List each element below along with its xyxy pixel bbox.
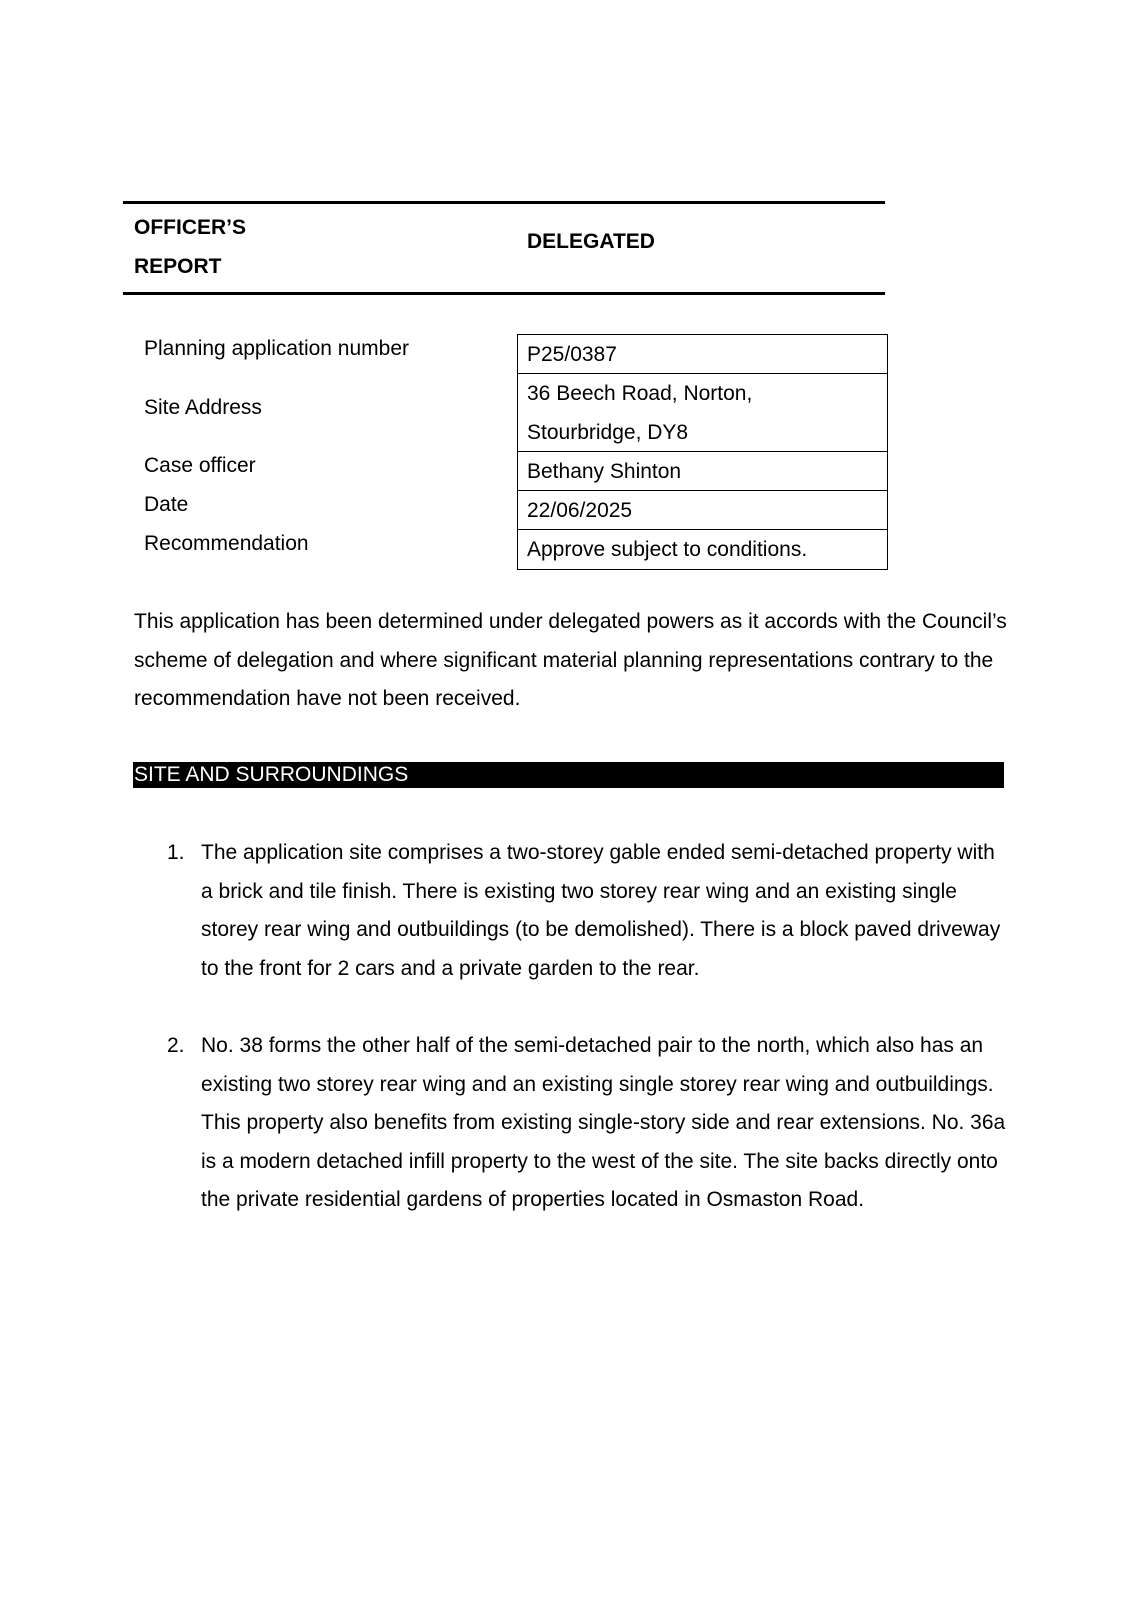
list-item-number: 2. [167, 1034, 185, 1057]
label-case-officer: Case officer [144, 454, 256, 477]
list-item-text: No. 38 forms the other half of the semi-detached pair to the north, which also has an existing two storey rear wing and an existing single storey rear wing and outbuildings. This property also benefits from existing single-story side and rear extensions. No. 36a is a modern detached infill property to the west of the site. The site backs directly onto the private residential gardens of properties located in Osmaston Road. [201, 1034, 1006, 1211]
label-date: Date [144, 493, 189, 516]
report-title-line1: OFFICER’S [134, 216, 247, 239]
section-heading: SITE AND SURROUNDINGS [133, 762, 1004, 788]
list-item-number: 1. [167, 841, 185, 864]
report-title [134, 208, 334, 286]
value-site-address-line2: Stourbridge, DY8 [527, 421, 689, 444]
value-site-address-line1: 36 Beech Road, Norton, [527, 382, 753, 405]
value-recommendation: Approve subject to conditions. [527, 538, 808, 561]
report-type: DELEGATED [527, 230, 655, 253]
value-site-address [518, 374, 887, 452]
list-item-text: The application site comprises a two-storey gable ended semi-detached property with a brick and tile finish. There is existing two storey rear wing and an existing single storey rear wing and outbuildings (to be demolished). There is a block paved driveway to the front for 2 cars and a private garden to the rear. [201, 841, 1001, 980]
value-case-officer: Bethany Shinton [518, 452, 887, 491]
value-date: 22/06/2025 [518, 491, 887, 530]
value-application-number: P25/0387 [518, 335, 887, 374]
header-top-rule [123, 201, 885, 204]
label-site-address: Site Address [144, 396, 262, 419]
label-application-number: Planning application number [144, 337, 410, 360]
details-table [517, 334, 888, 570]
report-title-line2: REPORT [134, 255, 222, 278]
label-recommendation: Recommendation [144, 532, 309, 555]
intro-paragraph: This application has been determined under delegated powers as it accords with the Council’s scheme of delegation and where significant material planning representations contrary to the recommendation have not been received. [134, 610, 1007, 710]
header-bottom-rule [123, 292, 885, 295]
